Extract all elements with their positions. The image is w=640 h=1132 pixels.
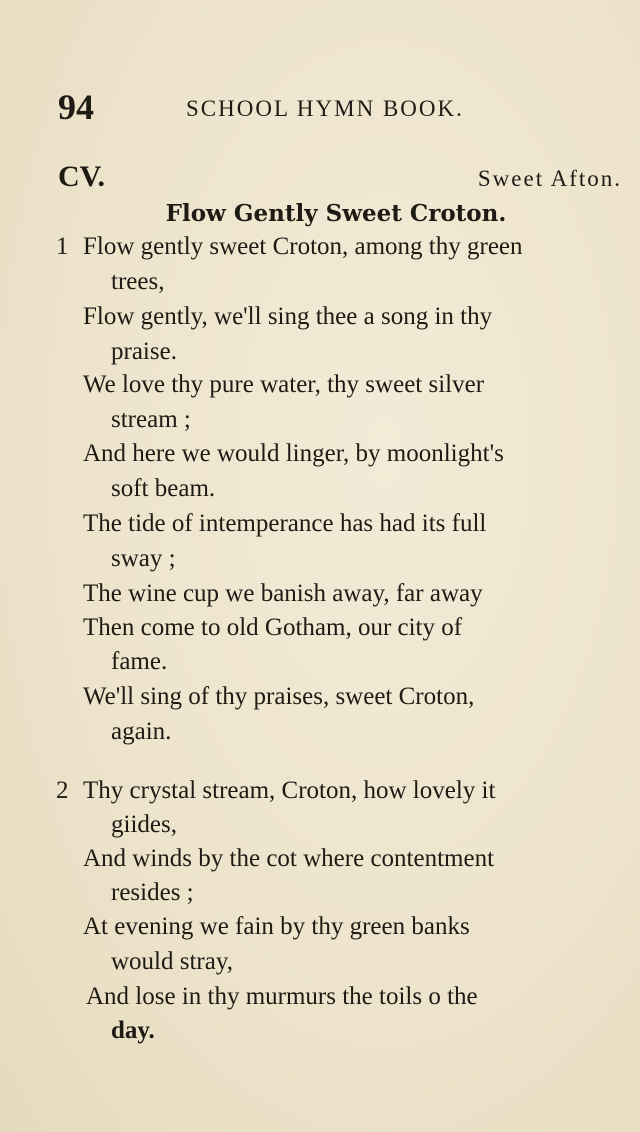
verse-line: We'll sing of thy praises, sweet Croton,	[83, 683, 475, 710]
verse-line: resides ;	[111, 879, 194, 906]
page-number: 94	[58, 87, 94, 127]
verse-line: And lose in thy murmurs the toils o the	[86, 983, 478, 1010]
verse-line: Then come to old Gotham, our city of	[83, 614, 463, 641]
verse-line: And here we would linger, by moonlight's	[83, 440, 504, 467]
verse-line: stream ;	[111, 406, 191, 433]
verse-line: The tide of intemperance has had its full	[83, 510, 487, 537]
verse-line: day.	[111, 1017, 155, 1044]
tune-name: Sweet Afton.	[477, 166, 622, 191]
hymn-heading	[58, 160, 622, 200]
running-head: SCHOOL HYMN BOOK.	[186, 96, 464, 121]
verse-line: giides,	[111, 811, 177, 838]
verse-line: soft beam.	[111, 475, 216, 502]
verse-line: The wine cup we banish away, far away	[83, 580, 483, 607]
verse-line: Flow gently sweet Croton, among thy green	[83, 233, 523, 260]
verse-line: fame.	[111, 648, 168, 675]
hymn-number: CV.	[58, 160, 105, 193]
verse-line: And winds by the cot where contentment	[83, 845, 495, 872]
verse-line: Thy crystal stream, Croton, how lovely it	[83, 777, 496, 804]
verse-line: At evening we fain by thy green banks	[83, 913, 470, 940]
verse-line: again.	[111, 718, 172, 745]
hymn-title: Flow Gently Sweet Croton.	[165, 200, 507, 227]
verse-line: would stray,	[111, 948, 233, 975]
verse-number: 2	[56, 777, 69, 804]
page-header	[58, 86, 598, 126]
verse-line: praise.	[111, 338, 177, 365]
verse-line: We love thy pure water, thy sweet silver	[83, 371, 485, 398]
verse-line: sway ;	[111, 545, 176, 572]
verse-line: Flow gently, we'll sing thee a song in thy	[83, 303, 493, 330]
verse-line: trees,	[111, 268, 165, 295]
verse-number: 1	[56, 233, 69, 260]
